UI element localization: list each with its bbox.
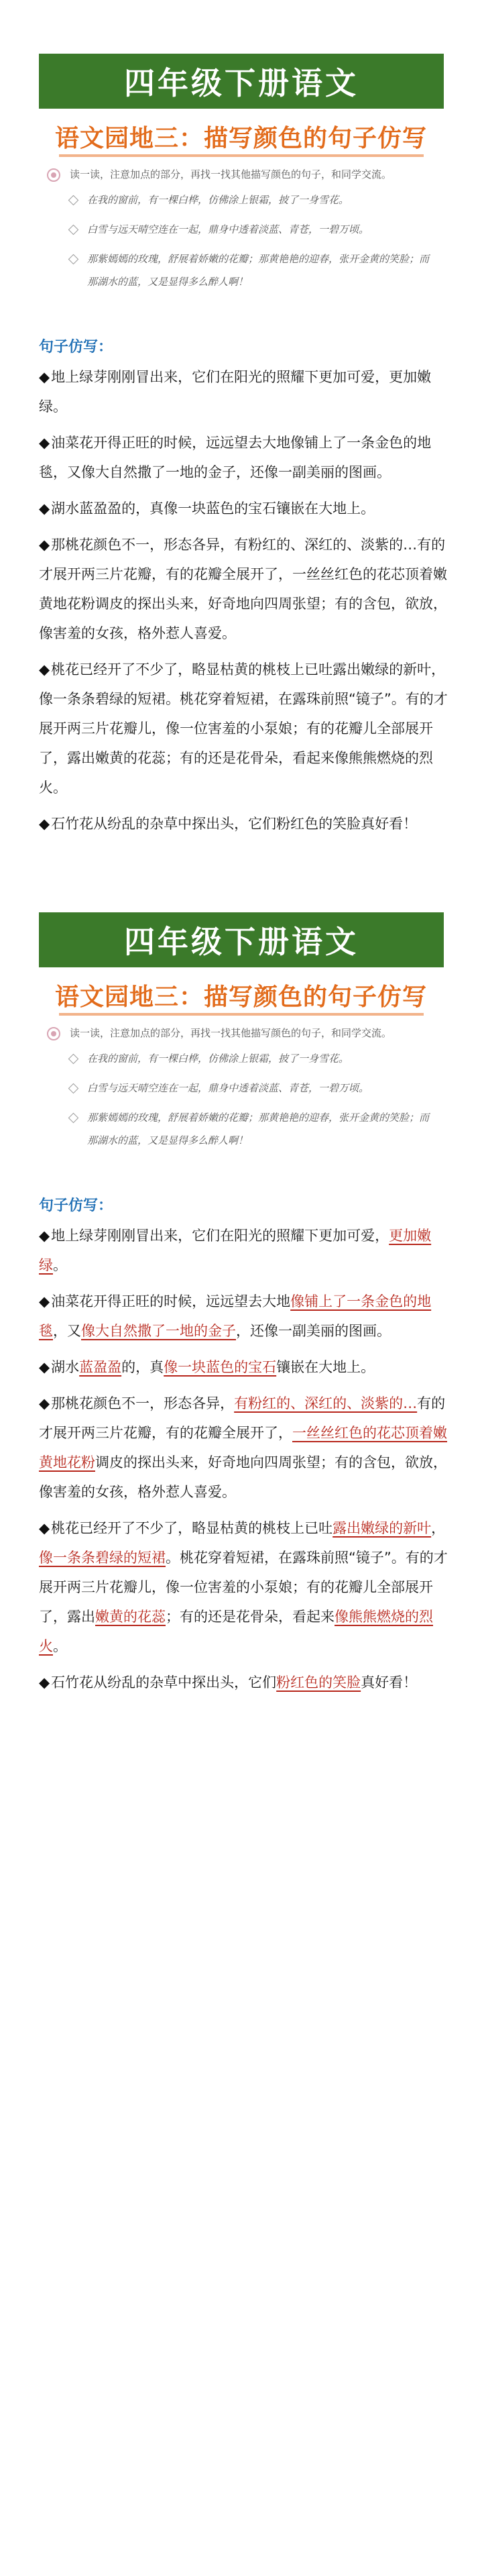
section-label: 句子仿写：	[39, 1197, 113, 1214]
textbook-example-text: 白雪与远天晴空连在一起，鼎身中透着淡蓝、青苍，一碧万顷。	[87, 1082, 369, 1094]
diamond-icon: ◆	[39, 1228, 50, 1244]
imitation-sentences-annotated	[39, 1221, 455, 1704]
list-item	[39, 1352, 455, 1382]
sentence-text: 那桃花颜色不一，形态各异，	[51, 1395, 235, 1411]
diamond-icon: ◆	[39, 1520, 50, 1536]
textbook-example	[47, 218, 438, 241]
page-title: 四年级下册语文	[39, 54, 444, 109]
diamond-icon: ◆	[39, 537, 50, 553]
textbook-example	[47, 189, 438, 211]
textbook-examples	[47, 1047, 438, 1152]
textbook-example	[47, 1077, 438, 1099]
list-item: ◆桃花已经开了不少了，略显枯黄的桃枝上已吐露出嫩绿的新叶，像一条条碧绿的短裙。桃花穿着短裙，在露珠前照“镜子”。有的才展开两三片花瓣儿，像一位害羞的小泵娘；有的花瓣儿全部展开了，露出嫩黄的花蕊；有的还是花骨朵，看起来像熊熊燃烧的烈火。	[39, 661, 448, 796]
textbook-intro-text: 读一读，注意加点的部分，再找一找其他描写颜色的句子，和同学交流。	[70, 1027, 392, 1039]
list-item: ◆地上绿芽刚刚冒出来，它们在阳光的照耀下更加可爱，更加嫩绿。	[39, 369, 432, 415]
textbook-excerpt	[47, 164, 438, 300]
diamond-bullet-icon	[68, 1054, 79, 1065]
textbook-example-text: 在我的窗前，有一棵白桦，仿佛涂上银霜，披了一身雪花。	[87, 194, 349, 206]
worksheet-card-plain	[0, 40, 482, 885]
list-item	[39, 1287, 455, 1346]
list-item: ◆那桃花颜色不一，形态各异，有粉红的、深红的、淡紫的…有的才展开两三片花瓣，有的花瓣全展开了，一丝丝红色的花芯顶着嫩黄地花粉调皮的探出头来，好奇地向四周张望；有的含包，欲放，像害羞的女孩，格外惹人喜爱。	[39, 537, 447, 641]
diamond-bullet-icon	[68, 254, 79, 265]
highlighted-phrase: 蓝盈盈	[79, 1359, 122, 1375]
highlighted-phrase: 像一块蓝色的宝石	[164, 1359, 277, 1375]
textbook-example	[47, 1106, 438, 1152]
textbook-intro	[47, 164, 438, 184]
textbook-example-text: 那紫嫣嫣的玫瑰，舒展着娇嫩的花瓣；那黄艳艳的迎春，张开金黄的笑脸；而那湖水的蓝，又是显得多么醉人啊！	[87, 1112, 430, 1146]
diamond-icon: ◆	[39, 369, 50, 385]
worksheet-card-annotated	[0, 899, 482, 1744]
sentence-text: 。桃花穿着短裙，在露珠前照“镜子”。有的才展开两三片花瓣儿，像一位害羞的小泵娘；有的花瓣儿全部展开了，露出	[39, 1550, 448, 1625]
textbook-example-text: 那紫嫣嫣的玫瑰，舒展着娇嫩的花瓣；那黄艳艳的迎春，张开金黄的笑脸；而那湖水的蓝，又是显得多么醉人啊！	[87, 253, 430, 288]
textbook-intro-text: 读一读，注意加点的部分，再找一找其他描写颜色的句子，和同学交流。	[70, 168, 392, 180]
list-item: ◆石竹花从纷乱的杂草中探出头，它们粉红色的笑脸真好看！	[39, 816, 418, 832]
highlighted-phrase: 有粉红的、深红的、淡紫的…	[234, 1395, 418, 1411]
sentence-text: ；有的还是花骨朵，看起来	[166, 1609, 335, 1625]
textbook-example-text: 白雪与远天晴空连在一起，鼎身中透着淡蓝、青苍，一碧万顷。	[87, 223, 369, 235]
list-item: ◆油菜花开得正旺的时候，远远望去大地像铺上了一条金色的地毯，又像大自然撒了一地的金子，还像一副美丽的图画。	[39, 435, 432, 480]
sentence-text: 镶嵌在大地上。	[276, 1359, 375, 1375]
sentence-text: 桃花已经开了不少了，略显枯黄的桃枝上已吐	[51, 1520, 333, 1536]
diamond-bullet-icon	[68, 1083, 79, 1094]
diamond-icon: ◆	[39, 661, 50, 678]
diamond-bullet-icon	[68, 195, 79, 206]
list-item	[39, 1221, 455, 1280]
sentence-text: ，又	[53, 1323, 81, 1339]
sentence-text: 真好看！	[361, 1674, 418, 1690]
diamond-icon: ◆	[39, 1293, 50, 1309]
sentence-text: ，还像一副美丽的图画。	[236, 1323, 391, 1339]
sentence-text: 的，真	[121, 1359, 164, 1375]
page-subtitle: 语文园地三：描写颜色的句子仿写	[54, 983, 427, 1011]
subtitle-underline	[59, 1013, 424, 1016]
list-item	[39, 1668, 455, 1697]
sentence-text: 湖水	[51, 1359, 80, 1375]
sentence-text: 石竹花从纷乱的杂草中探出头，它们	[51, 1674, 277, 1690]
diamond-icon: ◆	[39, 1674, 50, 1690]
highlighted-phrase: 更加嫩绿	[39, 1228, 432, 1273]
diamond-bullet-icon	[68, 225, 79, 235]
sentence-text: 油菜花开得正旺的时候，远远望去大地	[51, 1293, 291, 1309]
highlighted-phrase: 露出嫩绿的新叶	[333, 1520, 432, 1536]
highlighted-phrase: 像熊熊燃烧的烈火	[39, 1609, 433, 1654]
highlighted-phrase: 嫩黄的花蕊	[95, 1609, 166, 1625]
highlighted-phrase: 一丝丝红色的花芯顶着嫩黄地花粉	[39, 1425, 447, 1470]
read-prompt-icon	[47, 168, 60, 182]
diamond-icon: ◆	[39, 1359, 50, 1375]
diamond-icon: ◆	[39, 1395, 50, 1411]
sentence-text: 调皮的探出头来，好奇地向四周张望；有的含包，欲放，像害羞的女孩，格外惹人喜爱。	[39, 1454, 447, 1500]
diamond-icon: ◆	[39, 435, 50, 451]
highlighted-phrase: 像一条条碧绿的短裙	[39, 1550, 166, 1566]
highlighted-phrase: 粉红色的笑脸	[276, 1674, 361, 1690]
list-item: ◆湖水蓝盈盈的，真像一块蓝色的宝石镶嵌在大地上。	[39, 500, 375, 517]
textbook-example	[47, 1047, 438, 1070]
page-title: 四年级下册语文	[39, 912, 444, 967]
page-subtitle: 语文园地三：描写颜色的句子仿写	[54, 125, 427, 152]
diamond-bullet-icon	[68, 1113, 79, 1124]
diamond-icon: ◆	[39, 500, 50, 517]
highlighted-phrase: 像大自然撒了一地的金子	[81, 1323, 236, 1339]
textbook-example-text: 在我的窗前，有一棵白桦，仿佛涂上银霜，披了一身雪花。	[87, 1053, 349, 1065]
sentence-text: ，	[431, 1520, 446, 1536]
read-prompt-icon	[47, 1027, 60, 1040]
list-item	[39, 1389, 455, 1507]
sentence-text: 。	[53, 1638, 67, 1654]
imitation-sentences	[39, 362, 455, 845]
highlighted-phrase: 像铺上了一条金色的地毯	[39, 1293, 432, 1339]
section-label: 句子仿写：	[39, 339, 113, 356]
textbook-excerpt	[47, 1023, 438, 1159]
sentence-text: 地上绿芽刚刚冒出来，它们在阳光的照耀下更加可爱，	[51, 1228, 389, 1244]
sentence-text: 。	[53, 1257, 67, 1273]
list-item	[39, 1513, 455, 1661]
subtitle-underline	[59, 154, 424, 157]
sentence-text: 有的才展开两三片花瓣，有的花瓣全展开了，	[39, 1395, 446, 1441]
textbook-intro	[47, 1023, 438, 1043]
textbook-examples	[47, 189, 438, 293]
textbook-example	[47, 248, 438, 293]
diamond-icon: ◆	[39, 816, 50, 832]
